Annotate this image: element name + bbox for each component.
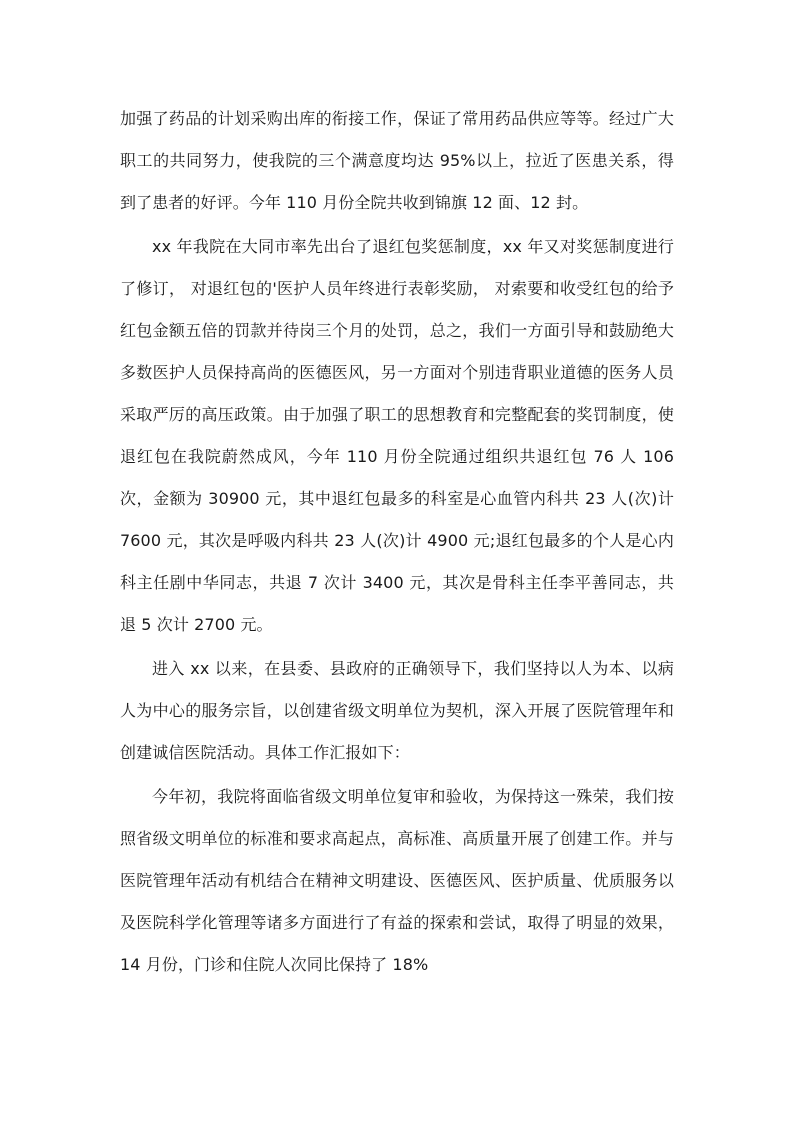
document-page — [120, 98, 674, 986]
paragraph-1: 加强了药品的计划采购出库的衔接工作，保证了常用药品供应等等。经过广大职工的共同努力，使我院的三个满意度均达 95%以上，拉近了医患关系，得到了患者的好评。今年 110 月份全院共收到锦旗 12 面、12 封。 — [120, 109, 674, 212]
paragraph-2: xx 年我院在大同市率先出台了退红包奖惩制度，xx 年又对奖惩制度进行了修订， 对退红包的'医护人员年终进行表彰奖励， 对索要和收受红包的给予红包金额五倍的罚款并待岗三个月的处罚，总之，我们一方面引导和鼓励绝大多数医护人员保持高尚的医德医风，另一方面对个别违背职业道德的医务人员采取严厉的高压政策。由于加强了职工的思想教育和完整配套的奖罚制度，使退红包在我院蔚然成风，今年 110 月份全院通过组织共退红包 76 人 106 次，金额为 30900 元，其中退红包最多的科室是心血管内科共 23 人(次)计 7600 元，其次是呼吸内科共 23 人(次)计 4900 元;退红包最多的个人是心内科主任剧中华同志，共退 7 次计 3400 元，其次是骨科主任李平善同志，共退 5 次计 2700 元。 — [120, 237, 674, 634]
paragraph-4: 今年初，我院将面临省级文明单位复审和验收，为保持这一殊荣，我们按照省级文明单位的标准和要求高起点，高标准、高质量开展了创建工作。并与医院管理年活动有机结合在精神文明建设、医德医风、医护质量、优质服务以及医院科学化管理等诸多方面进行了有益的探索和尝试，取得了明显的效果，14 月份，门诊和住院人次同比保持了 18% — [120, 787, 674, 974]
paragraph-3: 进入 xx 以来，在县委、县政府的正确领导下，我们坚持以人为本、以病人为中心的服务宗旨，以创建省级文明单位为契机，深入开展了医院管理年和创建诚信医院活动。具体工作汇报如下： — [120, 659, 674, 762]
